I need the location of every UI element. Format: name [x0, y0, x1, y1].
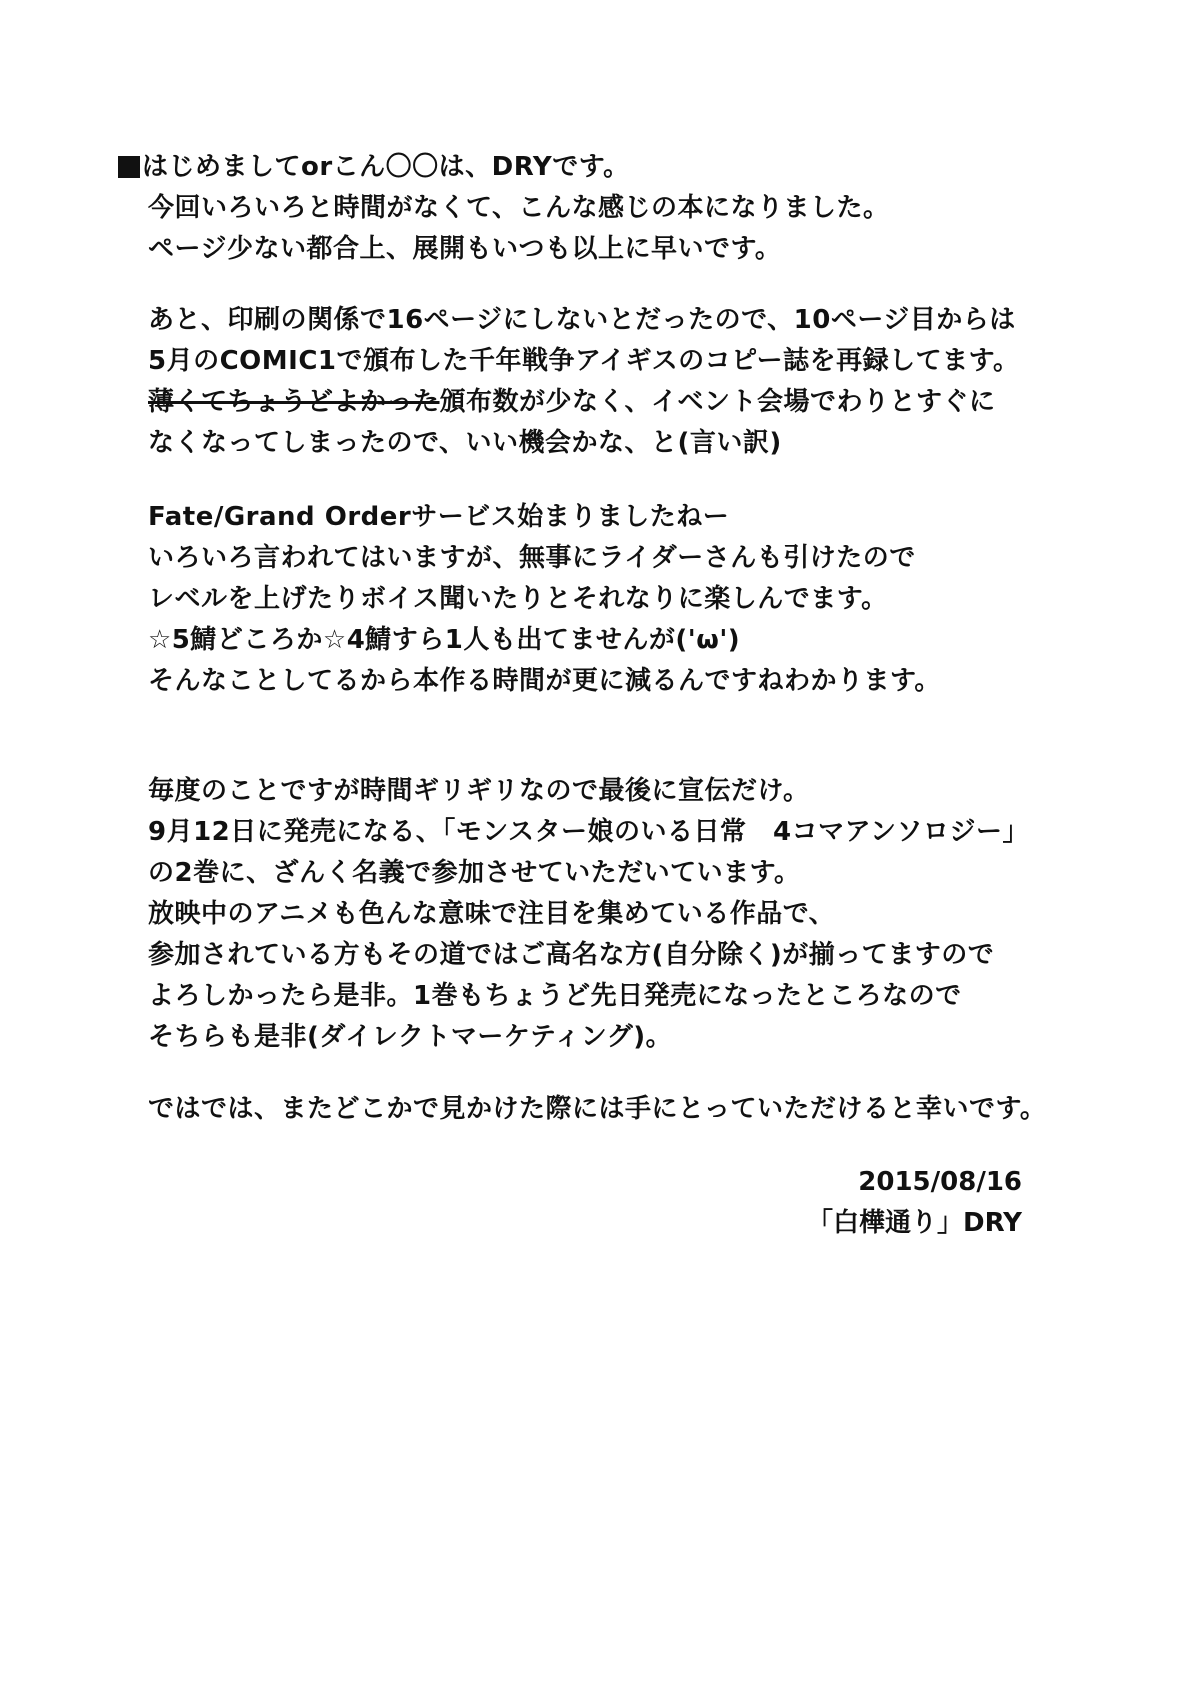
square-bullet-icon — [118, 156, 140, 178]
promo-line-2: 9月12日に発売になる、「モンスター娘のいる日常 4コマアンソロジー」 — [148, 817, 1030, 847]
fgo-line-1: Fate/Grand Orderサービス始まりましたねー — [148, 502, 730, 532]
reprint-line-4: なくなってしまったので、いい機会かな、と(言い訳) — [148, 428, 782, 458]
intro-heading — [118, 150, 630, 184]
struck-text: 薄くてちょうどよかった — [148, 387, 440, 417]
fgo-line-5: そんなことしてるから本作る時間が更に減るんですねわかります。 — [148, 666, 941, 696]
fgo-line-4: ☆5鯖どころか☆4鯖すら1人も出てませんが('ω') — [148, 625, 741, 655]
closing-line: ではでは、またどこかで見かけた際には手にとっていただけると幸いです。 — [148, 1094, 1047, 1124]
promo-line-5: 参加されている方もその道ではご高名な方(自分除く)が揃ってますので — [148, 940, 995, 970]
reprint-line-1: あと、印刷の関係で16ページにしないとだったので、10ページ目からは — [148, 305, 1016, 335]
signature-date: 2015/08/16 — [858, 1167, 1022, 1197]
promo-line-6: よろしかったら是非。1巻もちょうど先日発売になったところなので — [148, 981, 962, 1011]
reprint-line-3 — [148, 385, 996, 419]
intro-line-1: 今回いろいろと時間がなくて、こんな感じの本になりました。 — [148, 193, 890, 223]
intro-line-2: ページ少ない都合上、展開もいつも以上に早いです。 — [148, 234, 782, 264]
fgo-line-2: いろいろ言われてはいますが、無事にライダーさんも引けたので — [148, 543, 916, 573]
signature-circle: 「白樺通り」DRY — [806, 1208, 1022, 1238]
fgo-line-3: レベルを上げたりボイス聞いたりとそれなりに楽しんでます。 — [148, 584, 888, 614]
promo-line-3: の2巻に、ざんく名義で参加させていただいています。 — [148, 858, 801, 888]
promo-line-4: 放映中のアニメも色んな意味で注目を集めている作品で、 — [148, 899, 836, 929]
promo-line-7: そちらも是非(ダイレクトマーケティング)。 — [148, 1022, 673, 1052]
intro-heading-text: はじめましてorこん〇〇は、DRYです。 — [142, 152, 630, 182]
reprint-line-2: 5月のCOMIC1で頒布した千年戦争アイギスのコピー誌を再録してます。 — [148, 346, 1020, 376]
reprint-line-3-rest: 頒布数が少なく、イベント会場でわりとすぐに — [439, 387, 996, 417]
promo-line-1: 毎度のことですが時間ギリギリなので最後に宣伝だけ。 — [148, 776, 810, 806]
